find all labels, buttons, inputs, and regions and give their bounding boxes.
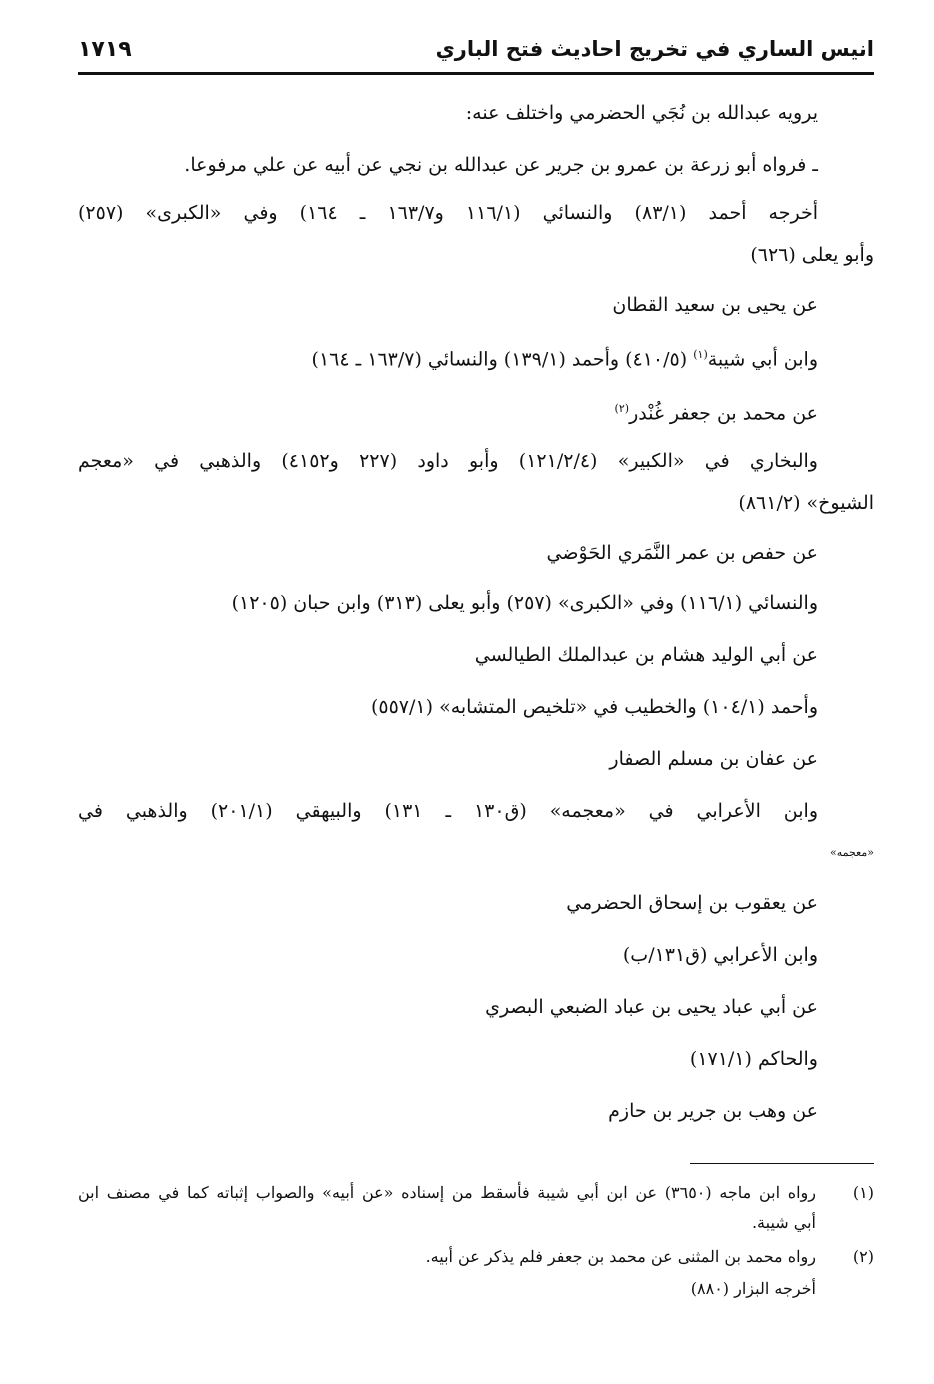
body-line: «معجمه» <box>829 846 874 859</box>
body-text: عن محمد بن جعفر غُنْدر <box>629 402 818 425</box>
body-text: وابن أبي شيبة <box>707 348 818 371</box>
body-line: وابن الأعرابي في «معجمه» (ق١٣٠ ـ ١٣١) والبيهقي (٢٠١/١) والذهبي في <box>78 800 818 822</box>
running-title: انيس الساري في تخريج احاديث فتح الباري <box>435 37 874 61</box>
body-line: عن حفص بن عمر النَّمَري الحَوْضي <box>546 542 818 564</box>
footnote-number: (٢) <box>852 1247 874 1266</box>
footnote-line: رواه محمد بن المثنى عن محمد بن جعفر فلم يذكر عن أبيه. <box>425 1247 816 1266</box>
body-line: عن وهب بن جرير بن حازم <box>608 1100 818 1122</box>
body-line: عن أبي الوليد هشام بن عبدالملك الطيالسي <box>474 644 818 666</box>
body-line: عن أبي عباد يحيى بن عباد الضبعي البصري <box>485 996 818 1018</box>
footnote-line: أبي شيبة. <box>751 1213 816 1232</box>
body-line <box>78 340 818 374</box>
body-line: وأحمد (١٠٤/١) والخطيب في «تلخيص المتشابه» (٥٥٧/١) <box>370 696 818 718</box>
body-line: والنسائي (١١٦/١) وفي «الكبرى» (٢٥٧) وأبو يعلى (٣١٣) وابن حبان (١٢٠٥) <box>231 592 818 614</box>
body-line: عن عفان بن مسلم الصفار <box>609 748 818 770</box>
page-number: ١٧١٩ <box>78 36 132 62</box>
body-text: (٤١٠/٥) وأحمد (١٣٩/١) والنسائي (١٦٣/٧ ـ ١٦٤) <box>311 348 688 371</box>
body-line: والحاكم (١٧١/١) <box>689 1048 818 1070</box>
body-line: عن يحيى بن سعيد القطان <box>612 294 818 316</box>
page-header <box>78 30 874 68</box>
body-line: يرويه عبدالله بن نُجَي الحضرمي واختلف عنه: <box>465 102 818 124</box>
footnote-rule <box>690 1163 874 1164</box>
footnote-line: أخرجه البزار (٨٨٠) <box>690 1279 816 1298</box>
body-line: عن يعقوب بن إسحاق الحضرمي <box>566 892 818 914</box>
body-line: والبخاري في «الكبير» (١٢١/٢/٤) وأبو داود (٢٢٧ و٤١٥٢) والذهبي في «معجم <box>78 450 818 472</box>
footnote-line: رواه ابن ماجه (٣٦٥٠) عن ابن أبي شيبة فأسقط من إسناده «عن أبيه» والصواب إثباته كما في مصنف ابن <box>78 1183 817 1202</box>
body-line: وابن الأعرابي (ق١٣١/ب) <box>622 944 818 966</box>
footnote-number: (١) <box>852 1183 874 1202</box>
footnote-marker[interactable]: (١) <box>693 348 708 361</box>
body-line <box>78 394 818 428</box>
body-line: الشيوخ» (٨٦١/٢) <box>738 492 874 514</box>
body-line: ـ فرواه أبو زرعة بن عمرو بن جرير عن عبدالله بن نجي عن أبيه عن علي مرفوعا. <box>184 154 818 176</box>
footnote-marker[interactable]: (٢) <box>614 402 630 415</box>
body-line: أخرجه أحمد (٨٣/١) والنسائي (١١٦/١ و١٦٣/٧ ـ ١٦٤) وفي «الكبرى» (٢٥٧) <box>78 202 818 224</box>
header-rule <box>78 72 874 75</box>
body-line: وأبو يعلى (٦٢٦) <box>750 244 874 266</box>
